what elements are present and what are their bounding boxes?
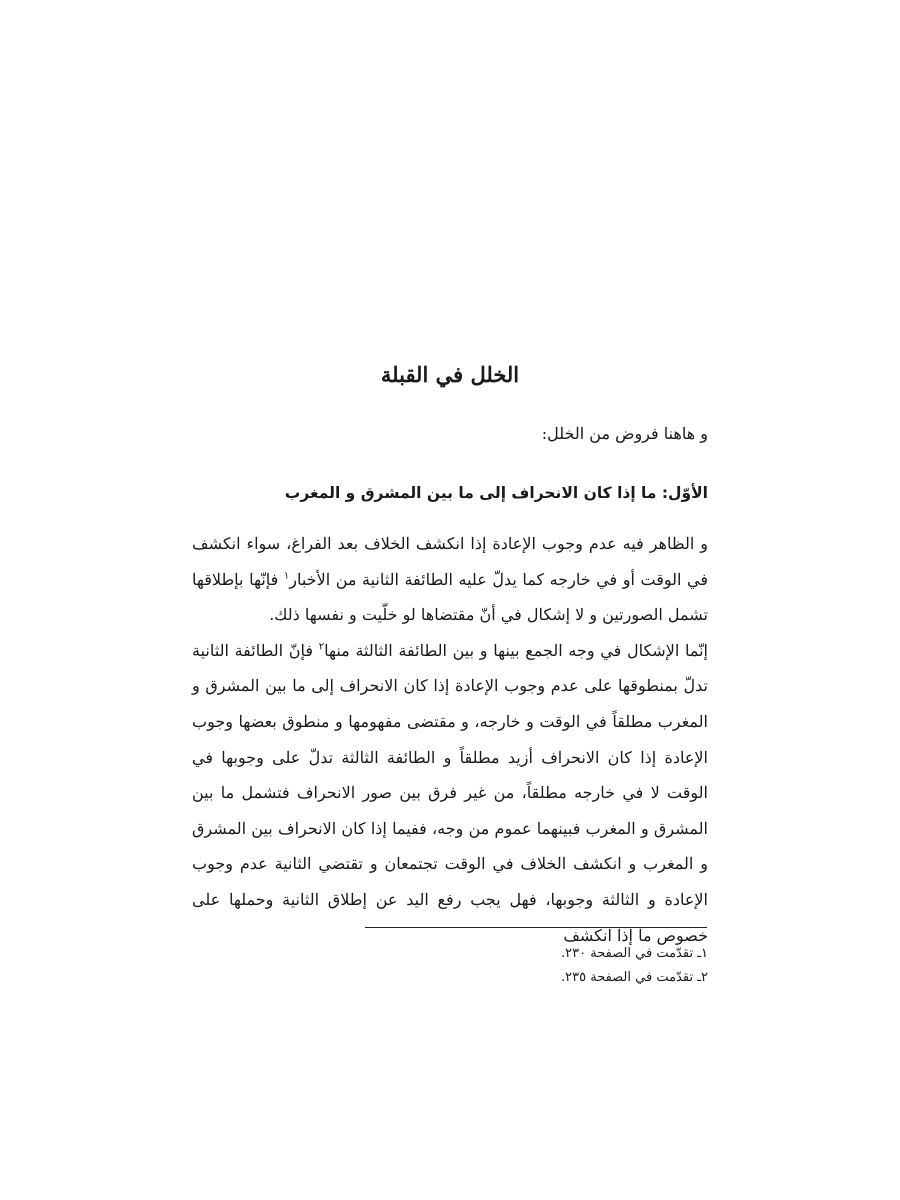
chapter-title-text: الخلل في القبلة <box>380 362 520 387</box>
paragraph-2 <box>192 633 708 953</box>
paragraph-1-text-before: و الظاهر فيه عدم وجوب الإعادة إذا انكشف الخلاف بعد الفراغ، سواء انكشف في الوقت أو في خارجه كما يدلّ عليه الطائفة الثانية من الأخبار <box>192 534 708 589</box>
footnotes <box>308 942 708 990</box>
footnote-divider <box>365 927 707 928</box>
paragraph-2-text-before: إنّما الإشكال في وجه الجمع بينها و بين الطائفة الثالثة منها <box>324 640 709 660</box>
body-text <box>192 526 708 953</box>
footnote-2: ٢ـ تقدّمت في الصفحة ٢٣٥. <box>561 970 708 985</box>
footnote-ref-1: ١ <box>283 570 290 582</box>
paragraph-1-text-after: فإنّها بإطلاقها تشمل الصورتين و لا إشكال في أنّ مقتضاها لو خلّيت و نفسها ذلك. <box>192 569 708 625</box>
intro-line: و هاهنا فروض من الخلل: <box>541 424 708 443</box>
paragraph-2-text-after: فإنّ الطائفة الثانية تدلّ بمنطوقها على عدم وجوب الإعادة إذا كان الانحراف إلى ما بين المشرق و المغرب مطلقاً في الوقت و خارجه، و مقتضى مفهومها و منطوق بعضها وجوب الإعادة إذا كان الانحراف أزيد مطلقاً و الطائفة الثالثة تدلّ على وجوبها في الوقت لا في خارجه مطلقاً، من غير فرق بين صور الانحراف فتشمل ما بين المشرق و المغرب فبينهما عموم من وجه، ففيما إذا كان الانحراف بين المشرق و المغرب و انكشف الخلاف في الوقت تجتمعان و تقتضي الثانية عدم وجوب الإعادة و الثالثة وجوبها، فهل يجب رفع اليد عن إطلاق الثانية وحملها على خصوص ما إذا انكشف <box>192 640 709 945</box>
paragraph-1 <box>192 526 708 633</box>
section-heading: الأوّل: ما إذا كان الانحراف إلى ما بين المشرق و المغرب <box>284 484 708 502</box>
footnote-ref-2: ٢ <box>318 641 325 653</box>
footnote-1: ١ـ تقدّمت في الصفحة ٢٣٠. <box>561 946 708 961</box>
chapter-title <box>0 362 900 387</box>
